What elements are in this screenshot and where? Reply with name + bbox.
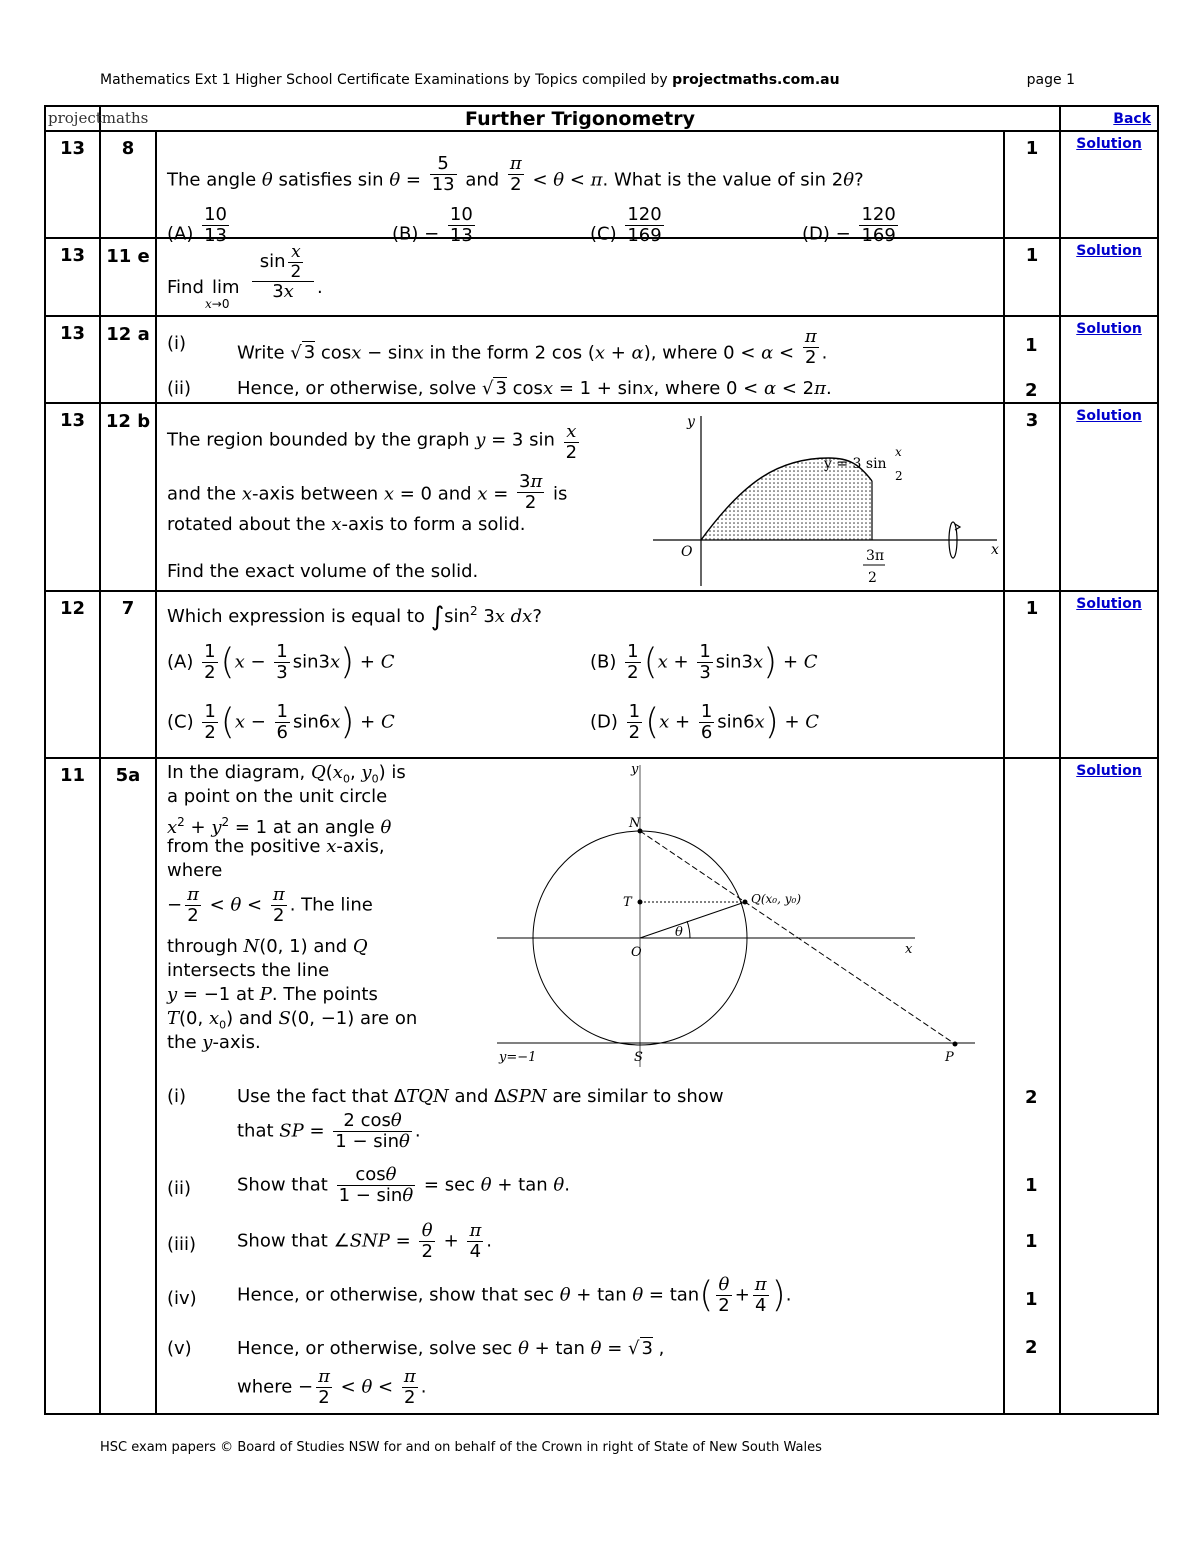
question-number: 12 a (100, 316, 156, 403)
question-number: 5a (100, 758, 156, 1414)
svg-text:2: 2 (868, 570, 877, 586)
marks: 1 (1004, 591, 1060, 758)
header-site[interactable]: projectmaths.com.au (672, 72, 840, 88)
label-theta: θ (675, 925, 683, 940)
solution-link[interactable]: Solution (1060, 238, 1158, 316)
question-number: 11 e (100, 238, 156, 316)
questions-table (44, 105, 1159, 1415)
svg-text:x: x (895, 445, 902, 459)
solution-link[interactable]: Solution (1060, 316, 1158, 403)
question-body: (i) Write √ 3 cosx − sinx in the form 2 cos (x + α), where 0 < α < $\frac{\pi}{2}$ . (ii) Hence, or otherwise, solve √ 3 cosx = 1 + sinx, where 0 < α < 2π. (156, 316, 1004, 403)
marks: 2 1 1 1 2 (1004, 758, 1060, 1414)
question-body: Find lim x→0 sin $\frac{x}{2}$ 3x . (156, 238, 1004, 316)
label-Q: Q(x₀, y₀) (751, 892, 801, 906)
year: 12 (45, 591, 100, 758)
question-number: 8 (100, 131, 156, 238)
label-S: S (634, 1050, 643, 1065)
year: 13 (45, 131, 100, 238)
label-O: O (631, 945, 642, 960)
question-number: 12 b (100, 403, 156, 591)
logo: projectmaths (45, 106, 100, 131)
svg-text:2: 2 (895, 469, 903, 483)
tick-label: 3π (866, 548, 885, 564)
solution-link[interactable]: Solution (1060, 758, 1158, 1414)
back-link[interactable]: Back (1060, 106, 1158, 131)
footer: HSC exam papers © Board of Studies NSW for and on behalf of the Crown in right of State of New South Wales (100, 1440, 822, 1455)
question-body: The angle θ satisfies sin θ = $\frac{5}{13}$ and $\frac{\pi}{2}$ < θ < π. What is the value of sin 2θ? (A) $\frac{10}{13}$ (B) − $\frac{10}{13}$ (C) $\frac{120}{169}$ (D) − $\frac{120}{169}$ (156, 131, 1004, 238)
solution-link[interactable]: Solution (1060, 591, 1158, 758)
page-number: page 1 (1026, 72, 1075, 88)
table-title: Further Trigonometry (100, 106, 1060, 131)
radius-OQ (640, 902, 745, 938)
year: 13 (45, 403, 100, 591)
question-body: In the diagram, $Q(x_0$, $y_0$) is a point on the unit circle $x^2 + y^2 = 1$ at an angle θ from the positive x-axis, where − $\frac{\pi}{2}$ < θ < $\frac{\pi}{2}$ . The line through N(0, 1) and Q intersects the line y = −1 at P. The points T(0, $x_0$) and S(0, −1) are on the y-axis. y x N T Q(x₀, y₀) O S P θ y=−1 (i) Use the fact that ΔTQN and ΔSPN are similar to show that SP = $\frac{2 \cos\theta}{1 - \sin\theta}$ . (ii) Show that $\frac{\cos\theta}{1 - \sin\theta}$ = sec θ + tan θ. (iii) Show that ∠SNP = $\frac{\theta}{2}$ + $\frac{\pi}{4}$ . (iv) Hence, or otherwise, show that sec θ + tan θ = tan( $\frac{\theta}{2}$ + $\frac{\pi}{4}$ ). (v) Hence, or otherwise, solve sec θ + tan θ = √ 3 , where − $\frac{\pi}{2}$ < θ < $\frac{\pi}{2}$ . (156, 758, 1004, 1414)
question-body: Which expression is equal to $\int\sin^2$ 3x dx? (A) $\frac{1}{2}$ (x − $\frac{1}{3}$ sin3x) + C (B) $\frac{1}{2}$ (x + $\frac{1}{3}$ sin3x) + C (C) $\frac{1}{2}$ (x − $\frac{1}{6}$ sin6x) + C (D) $\frac{1}{2}$ (x + $\frac{1}{6}$ sin6x) + C (156, 591, 1004, 758)
svg-text:x: x (905, 942, 913, 957)
solution-link[interactable]: Solution (1060, 403, 1158, 591)
sine-region-graph (649, 406, 999, 588)
page-header (100, 72, 1075, 88)
label-N: N (629, 816, 641, 831)
svg-text:y: y (631, 762, 639, 777)
year: 13 (45, 238, 100, 316)
x-label: x (991, 542, 999, 558)
question-number: 7 (100, 591, 156, 758)
year: 11 (45, 758, 100, 1414)
marks: 1 2 (1004, 316, 1060, 403)
header-text: Mathematics Ext 1 Higher School Certificate Examinations by Topics compiled by (100, 72, 673, 88)
origin-label: O (681, 544, 693, 560)
label-T: T (623, 895, 632, 910)
curve-label: y = 3 sin (824, 456, 887, 472)
y-label: y (687, 414, 695, 430)
question-body: The region bounded by the graph y = 3 sin $\frac{x}{2}$ and the x-axis between x = 0 and x = $\frac{3\pi}{2}$ is rotated about the x-axis to form a solid. Find the exact volume of the solid. y x O y = 3 sin x 2 3π 2 (156, 403, 1004, 591)
solution-link[interactable]: Solution (1060, 131, 1158, 238)
label-P: P (945, 1050, 954, 1065)
unit-circle-diagram (495, 761, 1005, 1071)
label-line: y=−1 (499, 1050, 537, 1065)
year: 13 (45, 316, 100, 403)
marks: 1 (1004, 131, 1060, 238)
marks: 1 (1004, 238, 1060, 316)
marks: 3 (1004, 403, 1060, 591)
